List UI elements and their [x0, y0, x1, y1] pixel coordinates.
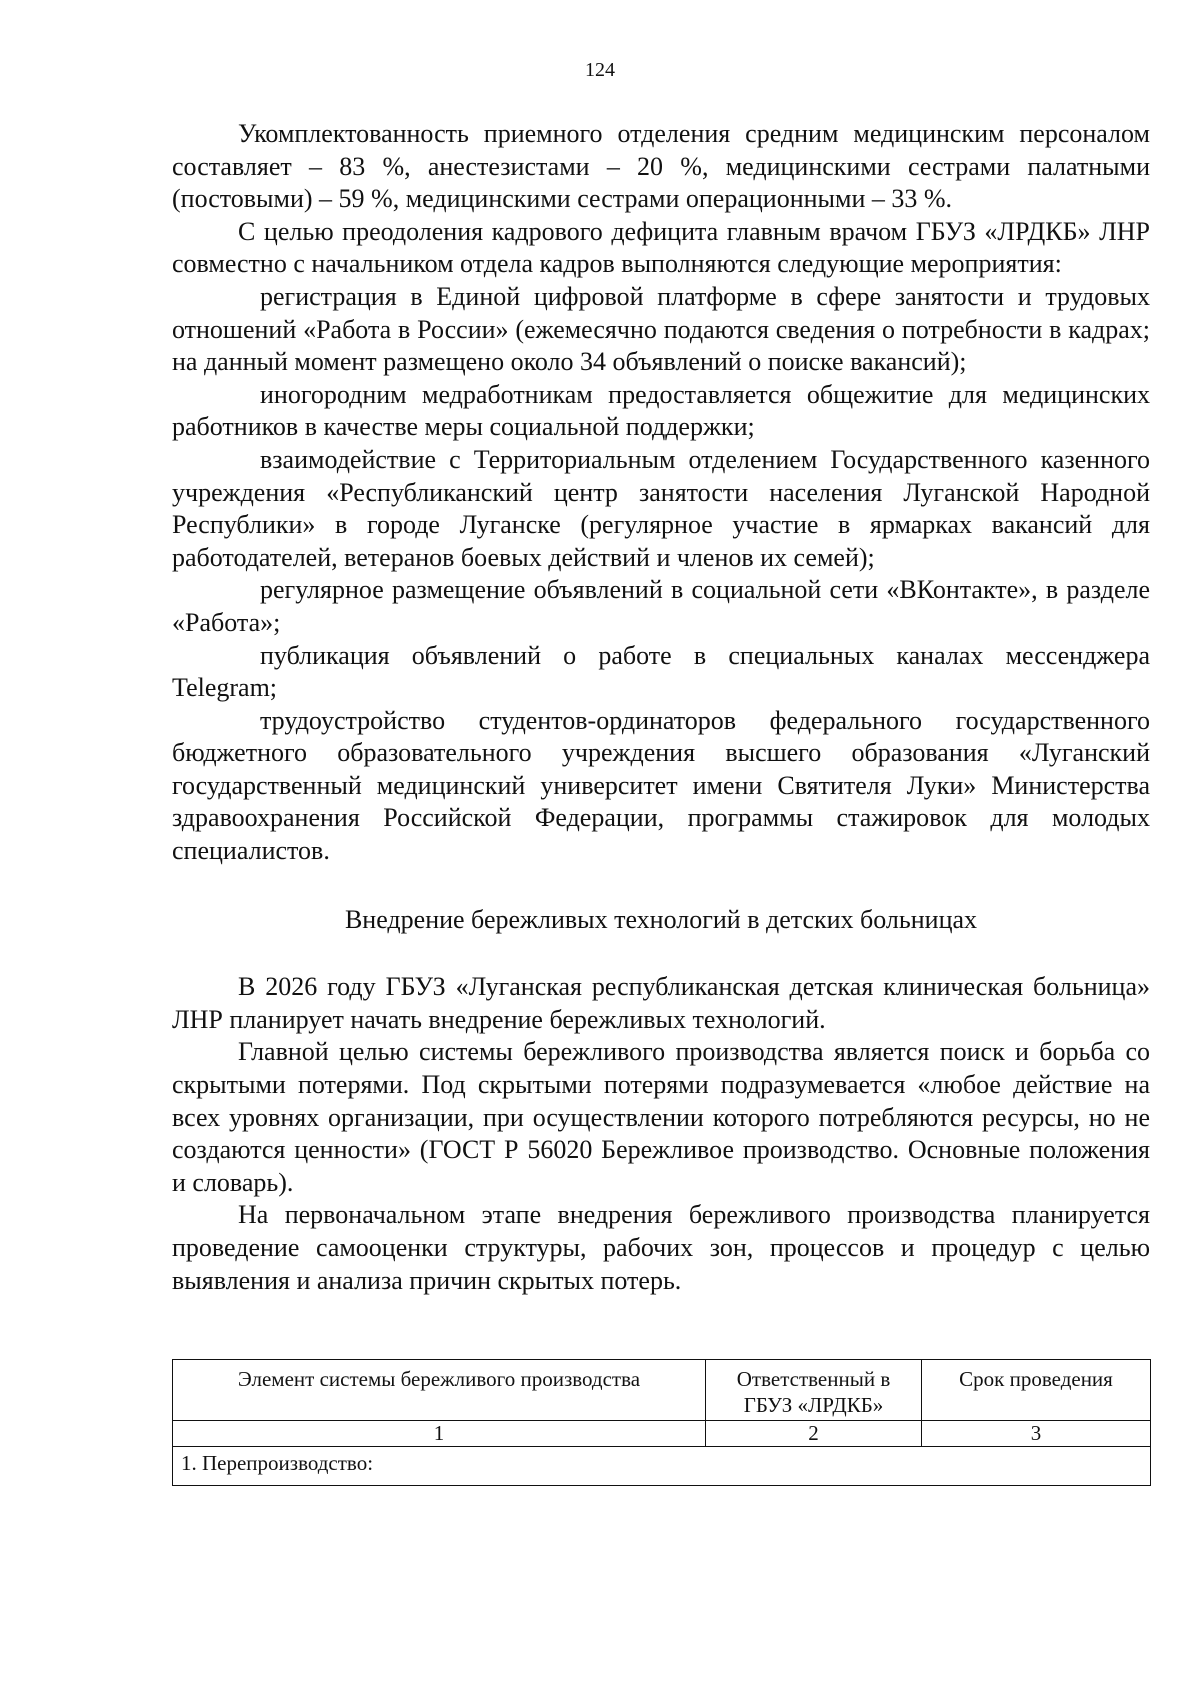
measure-item: регулярное размещение объявлений в социальной сети «ВКонтакте», в разделе «Работа»; — [172, 575, 1150, 637]
table-row — [173, 1447, 1151, 1486]
paragraph-lean-stage: На первоначальном этапе внедрения бережливого производства планируется проведение самооценки структуры, рабочих зон, процессов и процедур с целью выявления и анализа причин скрытых потерь. — [172, 1200, 1150, 1295]
measure-item: публикация объявлений о работе в специальных каналах мессенджера Telegram; — [172, 640, 1150, 703]
measure-item: взаимодействие с Территориальным отделением Государственного казенного учреждения «Республиканский центр занятости населения Луганской Народной Республики» в городе Луганске (регулярное участие в ярмарках вакансий для работодателей, ветеранов боевых действий и членов их семей); — [172, 444, 1150, 572]
table-header-row — [173, 1360, 1151, 1421]
spacer — [172, 1297, 1150, 1357]
paragraph-lean-plan: В 2026 году ГБУЗ «Луганская республиканская детская клиническая больница» ЛНР планирует начать внедрение бережливых технологий. — [172, 972, 1150, 1034]
table-column-number-row — [173, 1421, 1151, 1447]
paragraph-staffing: Укомплектованность приемного отделения средним медицинским персоналом составляет – 83 %, анестезистами – 20 %, медицинскими сестрами палатными (постовыми) – 59 %, медицинскими сестрами операционными – 33 %. — [172, 119, 1150, 214]
table-cell: 2 — [706, 1421, 922, 1447]
table-header-cell: Срок проведения — [922, 1360, 1151, 1421]
table-section-cell: 1. Перепроизводство: — [173, 1447, 1151, 1486]
page-number: 124 — [585, 59, 615, 81]
paragraph-lean-goal: Главной целью системы бережливого производства является поиск и борьба со скрытыми потерями. Под скрытыми потерями подразумевается «любое действие на всех уровнях организации, при осуществлении которого потребляются ресурсы, но не создаются ценности» (ГОСТ Р 56020 Бережливое производство. Основные положения и словарь). — [172, 1037, 1150, 1197]
measure-item: трудоустройство студентов-ординаторов федерального государственного бюджетного образовательного учреждения высшего образования «Луганский государственный медицинский университет имени Святителя Луки» Министерства здравоохранения Российской Федерации, программы стажировок для молодых специалистов. — [172, 705, 1150, 866]
table-header-cell: Элемент системы бережливого производства — [173, 1360, 706, 1421]
table-header-cell: Ответственный в ГБУЗ «ЛРДКБ» — [706, 1360, 922, 1421]
lean-elements-table — [172, 1359, 1151, 1486]
measure-item: регистрация в Единой цифровой платформе в сфере занятости и трудовых отношений «Работа в России» (ежемесячно подаются сведения о потребности в кадрах; на данный момент размещено около 34 объявлений о поиске вакансий); — [172, 281, 1150, 377]
section-title: Внедрение бережливых технологий в детских больницах — [344, 904, 978, 934]
measure-item: иногородним медработникам предоставляется общежитие для медицинских работников в качестве меры социальной поддержки; — [172, 379, 1150, 442]
table-cell: 1 — [173, 1421, 706, 1447]
paragraph-measures-intro: С целью преодоления кадрового дефицита главным врачом ГБУЗ «ЛРДКБ» ЛНР совместно с начальником отдела кадров выполняются следующие мероприятия: — [172, 216, 1150, 279]
table-cell: 3 — [922, 1421, 1151, 1447]
